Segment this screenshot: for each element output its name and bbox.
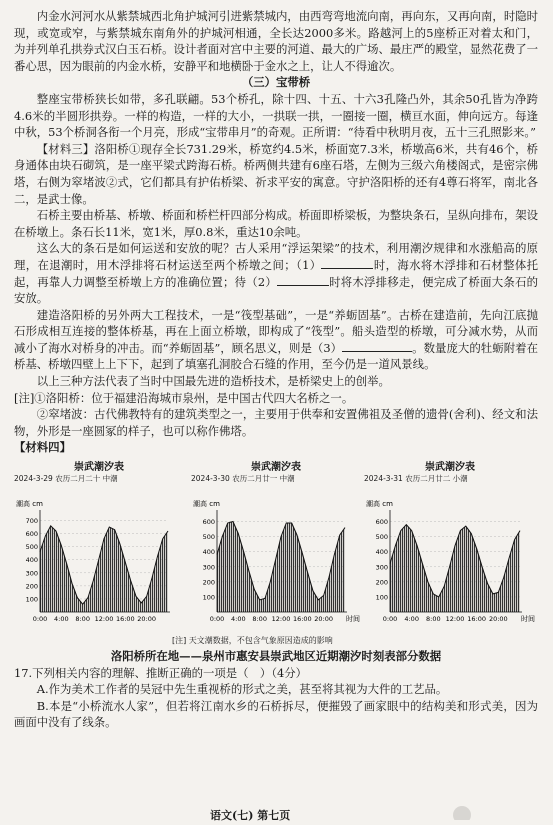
blank-3[interactable] xyxy=(342,340,412,352)
y-axis-label: 潮高 cm xyxy=(193,500,220,509)
page-footer: 语文(七) 第七页 xyxy=(210,809,291,822)
chart-3-plot xyxy=(364,484,536,634)
paragraph-techniques: 建造洛阳桥的另外两大工程技术，一是“筏型基础”，一是“养蛎固基”。古桥在建造前，先向江底抛石形成相互连接的整体桥基，再在上面立桥墩，即构成了“筏型”。船头造型的桥墩，可分减水势，从而减小了海水对桥身的冲击。而“养蛎固基”，顾名思义，则是（3） 。数量庞大的牡蛎附着在桥基、桥墩四壁上上下下，起到了填塞孔洞胶合石缝的作用，至今仍是一道风景线。 xyxy=(14,307,538,372)
x-tick-label: 16:00 xyxy=(115,615,135,624)
chart-1-plot xyxy=(14,484,184,634)
watermark-icon xyxy=(448,804,553,820)
y-tick-label: 400 xyxy=(202,548,215,557)
y-tick-label: 200 xyxy=(25,582,38,591)
y-tick-label: 500 xyxy=(25,543,38,552)
x-tick-label: 0:00 xyxy=(382,615,398,624)
y-tick-label: 600 xyxy=(25,530,38,539)
paragraph-floating-beam: 这么大的条石是如何运送和安放的呢？古人采用“浮运架梁”的技术，利用潮汐规律和水涨船高的原理，在退潮时，用木浮排将石材运送至两个桥墩之间；（1） 时，海水将木浮排和石材整体托起，再靠人力调整至桥墩上方的准确位置；待（2） 时将木浮排移走，便完成了桥面大条石的安放。 xyxy=(14,241,538,306)
x-axis-label: 时间 xyxy=(346,615,360,624)
x-tick-label: 0:00 xyxy=(209,615,225,624)
material4-heading: 【材料四】 xyxy=(14,440,71,455)
y-tick-label: 500 xyxy=(375,533,388,542)
chart-2-subtitle: 2024-3-30 农历二月廿一 中潮 xyxy=(191,474,295,484)
chart-3-subtitle: 2024-3-31 农历二月廿二 小潮 xyxy=(364,474,468,484)
x-tick-label: 8:00 xyxy=(75,615,90,624)
y-tick-label: 300 xyxy=(25,569,38,578)
x-tick-label: 12:00 xyxy=(271,615,291,624)
x-tick-label: 20:00 xyxy=(314,615,334,624)
y-tick-label: 200 xyxy=(375,578,388,587)
x-tick-label: 12:00 xyxy=(445,615,465,624)
paragraph-bridge-structure: 石桥主要由桥基、桥墩、桥面和桥栏杆四部分构成。桥面即桥梁板，为整块条石，呈纵向排布，架设在桥墩上。条石长11米，宽1米，厚0.8米，重达10余吨。 xyxy=(14,208,538,239)
chart-1-title: 崇武潮汐表 xyxy=(74,462,124,474)
x-tick-label: 16:00 xyxy=(292,615,312,624)
note-stupa: ②窣堵波：古代佛教特有的建筑类型之一，主要用于供奉和安置佛祖及圣僧的遗骨(舍利)、经文和法物，外形是一座圆冢的样子，也可以称作佛塔。 xyxy=(14,407,538,438)
x-tick-label: 20:00 xyxy=(137,615,157,624)
section-heading-baodai: （三）宝带桥 xyxy=(241,75,311,90)
chart-note: [注] 天文潮数据，不包含气象原因造成的影响 xyxy=(172,636,333,646)
x-tick-label: 0:00 xyxy=(32,615,48,624)
y-tick-label: 300 xyxy=(375,563,388,572)
tide-chart-2 xyxy=(191,462,361,639)
chart-3-title: 崇武潮汐表 xyxy=(425,462,475,474)
chart-2-title: 崇武潮汐表 xyxy=(251,462,301,474)
question-17: 17.下列相关内容的理解、推断正确的一项是（ ）（4分） xyxy=(14,665,308,680)
paragraph-baodai: 整座宝带桥狭长如带，多孔联翩。53个桥孔，除十四、十五、十六3孔隆凸外，其余50孔皆为净跨4.6米的半圆形拱券。一样的构造，一样的大小，一拱联一拱，一圈接一圈，横亘水面，伸向远方。每逢中秋，53个桥洞各衔一个月亮，形成“宝带串月”的奇观。正所谓：“待看中秋明月夜，五十三孔照影来。” xyxy=(14,91,538,140)
chart-1-subtitle: 2024-3-29 农历二月二十 中潮 xyxy=(14,474,118,484)
x-tick-label: 8:00 xyxy=(252,615,267,624)
y-axis-label: 潮高 cm xyxy=(16,500,43,509)
y-tick-label: 600 xyxy=(202,518,215,527)
x-tick-label: 16:00 xyxy=(467,615,487,624)
y-tick-label: 400 xyxy=(375,548,388,557)
tide-chart-1 xyxy=(14,462,184,639)
note-luoyang: [注]①洛阳桥：位于福建沿海城市泉州，是中国古代四大名桥之一。 xyxy=(14,390,354,405)
x-axis-label: 时间 xyxy=(521,615,535,624)
x-tick-label: 12:00 xyxy=(94,615,114,624)
x-tick-label: 8:00 xyxy=(426,615,441,624)
chart-caption: 洛阳桥所在地——泉州市惠安县崇武地区近期潮汐时刻表部分数据 xyxy=(110,649,442,664)
blank-2[interactable] xyxy=(277,274,329,286)
y-tick-label: 500 xyxy=(202,533,215,542)
x-tick-label: 4:00 xyxy=(54,615,69,624)
y-tick-label: 200 xyxy=(202,578,215,587)
document-page xyxy=(14,8,538,731)
chart-2-plot xyxy=(191,484,361,634)
x-tick-label: 4:00 xyxy=(231,615,246,624)
blank-1[interactable] xyxy=(321,257,373,269)
y-tick-label: 400 xyxy=(25,556,38,565)
y-tick-label: 100 xyxy=(25,595,38,604)
x-tick-label: 20:00 xyxy=(488,615,508,624)
tide-chart-3 xyxy=(364,462,536,639)
tide-charts xyxy=(14,462,538,648)
paragraph-summary: 以上三种方法代表了当时中国最先进的造桥技术，是桥梁史上的创举。 xyxy=(36,374,390,389)
paragraph-material3: 【材料三】洛阳桥①现存全长731.29米，桥宽约4.5米，桥面宽7.3米，桥墩高6米，共有46个，桥身通体由块石砌筑，是一座平梁式跨海石桥。桥两侧共建有6座石塔，左侧为三级六角楼阁式，是密宗佛塔，右侧为窣堵波②式，它们都具有护佑桥梁、祈求平安的寓意。守护洛阳桥的还有4尊石将军，南北各二，是武士像。 xyxy=(14,141,538,206)
y-axis-label: 潮高 cm xyxy=(366,500,393,509)
x-tick-label: 4:00 xyxy=(404,615,419,624)
y-tick-label: 100 xyxy=(375,593,388,602)
y-tick-label: 100 xyxy=(202,593,215,602)
y-tick-label: 600 xyxy=(375,518,388,527)
y-tick-label: 700 xyxy=(25,517,38,526)
paragraph-jinshui: 内金水河河水从紫禁城西北角护城河引进紫禁城内，由西弯弯地流向南，再向东，又再向南，时隐时现，或宽或窄，与紫禁城东南角外的护城河相通，全长达2000多米。路越河上的5座桥正对着太和门，为并列单孔拱券式汉白玉石桥。设计者面对宫中主要的河道、最大的广场、最庄严的殿堂，显然花费了一番心思，因为眼前的内金水桥，安静平和地横卧于金水之上，让人不得逾次。 xyxy=(14,9,538,73)
tide-area xyxy=(390,525,520,612)
y-tick-label: 300 xyxy=(202,563,215,572)
option-b[interactable]: B.本是“小桥流水人家”，但若将江南水乡的石桥拆尽，便摧毁了画家眼中的结构美和形式美，因为画面中没有了线条。 xyxy=(14,698,538,730)
option-a[interactable]: A.作为美术工作者的吴冠中先生重视桥的形式之美，甚至将其视为大件的工艺品。 xyxy=(36,682,448,697)
